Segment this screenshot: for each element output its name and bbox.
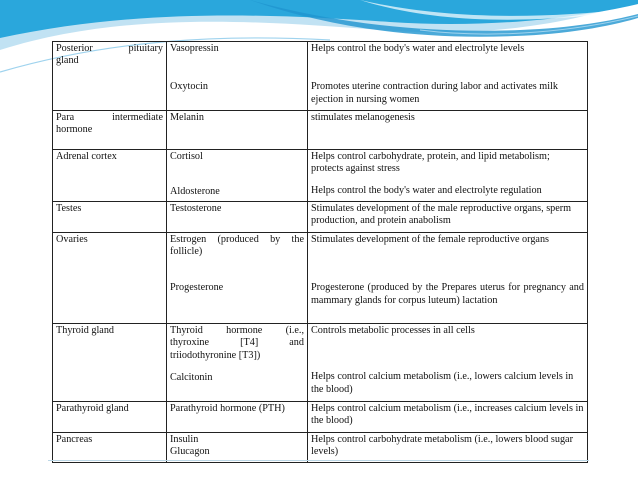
gland-cell: [53, 111, 167, 150]
function-text: Helps control carbohydrate metabolism (i.e., lowers blood sugar levels): [311, 434, 573, 458]
function-cell: [308, 111, 588, 150]
table-row: [53, 42, 588, 111]
table-row: [53, 111, 588, 150]
function-cell: [308, 433, 588, 463]
hormone-name: Aldosterone: [170, 186, 220, 198]
function-cell: [308, 324, 588, 402]
hormone-cell: [167, 42, 308, 111]
hormone-name: Calcitonin: [170, 372, 213, 384]
function-text: Promotes uterine contraction during labor and activates milk ejection in nursing women: [311, 81, 558, 105]
gland-cell: [53, 233, 167, 324]
gland-cell: [53, 202, 167, 233]
gland-name: hormone: [56, 124, 93, 136]
gland-name: Testes: [56, 203, 82, 214]
function-text: stimulates melanogenesis: [311, 112, 415, 123]
hormone-name: Thyroid hormone (i.e., thyroxine [T4] and triiodothyronine [T3]): [170, 325, 304, 361]
gland-name: Para intermediate: [56, 112, 163, 123]
endocrine-hormone-table: [52, 41, 588, 463]
hormone-name: Parathyroid hormone (PTH): [170, 403, 285, 414]
hormone-cell: [167, 324, 308, 402]
hormone-name: Cortisol: [170, 151, 203, 162]
gland-name: Pancreas: [56, 434, 93, 445]
gland-cell: [53, 150, 167, 202]
gland-cell: [53, 42, 167, 111]
hormone-name: Insulin: [170, 434, 199, 445]
table-row: [53, 402, 588, 433]
hormone-name: Progesterone: [170, 281, 224, 293]
hormone-name: Testosterone: [170, 203, 222, 214]
function-text: Stimulates development of the male reproductive organs, sperm production, and protein anabolism: [311, 203, 572, 227]
bottom-divider: [48, 460, 589, 461]
gland-name: Ovaries: [56, 234, 88, 245]
function-text: Helps control calcium metabolism (i.e., lowers calcium levels in the blood): [311, 371, 574, 395]
table-row: [53, 433, 588, 463]
hormone-cell: [167, 150, 308, 202]
gland-name: Adrenal cortex: [56, 151, 117, 162]
table-row: [53, 202, 588, 233]
hormone-cell: [167, 233, 308, 324]
hormone-cell: [167, 202, 308, 233]
function-cell: [308, 402, 588, 433]
gland-name: gland: [56, 55, 79, 67]
function-cell: [308, 42, 588, 111]
function-text: Helps control the body's water and electrolyte regulation: [311, 184, 542, 196]
function-text: Helps control calcium metabolism (i.e., increases calcium levels in the blood): [311, 403, 584, 427]
gland-name: Parathyroid gland: [56, 403, 129, 414]
table-row: [53, 150, 588, 202]
function-text: Controls metabolic processes in all cells: [311, 325, 475, 336]
table-row: [53, 233, 588, 324]
hormone-cell: [167, 402, 308, 433]
gland-cell: [53, 433, 167, 463]
hormone-name: Oxytocin: [170, 81, 208, 93]
function-text: Progesterone (produced by the Prepares uterus for pregnancy and mammary glands for corpus luteum) lactation: [311, 282, 584, 306]
hormone-name: Vasopressin: [170, 43, 219, 54]
hormone-cell: [167, 433, 308, 463]
function-text: Stimulates development of the female reproductive organs: [311, 234, 550, 245]
gland-name: Thyroid gland: [56, 325, 115, 336]
function-cell: [308, 233, 588, 324]
gland-name: Posterior pituitary: [56, 43, 163, 54]
gland-cell: [53, 324, 167, 402]
function-text: Helps control carbohydrate, protein, and lipid metabolism; protects against stress: [311, 151, 550, 175]
gland-cell: [53, 402, 167, 433]
hormone-name: Estrogen (produced by the follicle): [170, 234, 304, 258]
function-cell: [308, 150, 588, 202]
hormone-name: Glucagon: [170, 446, 210, 458]
function-text: Helps control the body's water and electrolyte levels: [311, 43, 525, 54]
function-cell: [308, 202, 588, 233]
hormone-name: Melanin: [170, 112, 204, 123]
table-row: [53, 324, 588, 402]
hormone-cell: [167, 111, 308, 150]
